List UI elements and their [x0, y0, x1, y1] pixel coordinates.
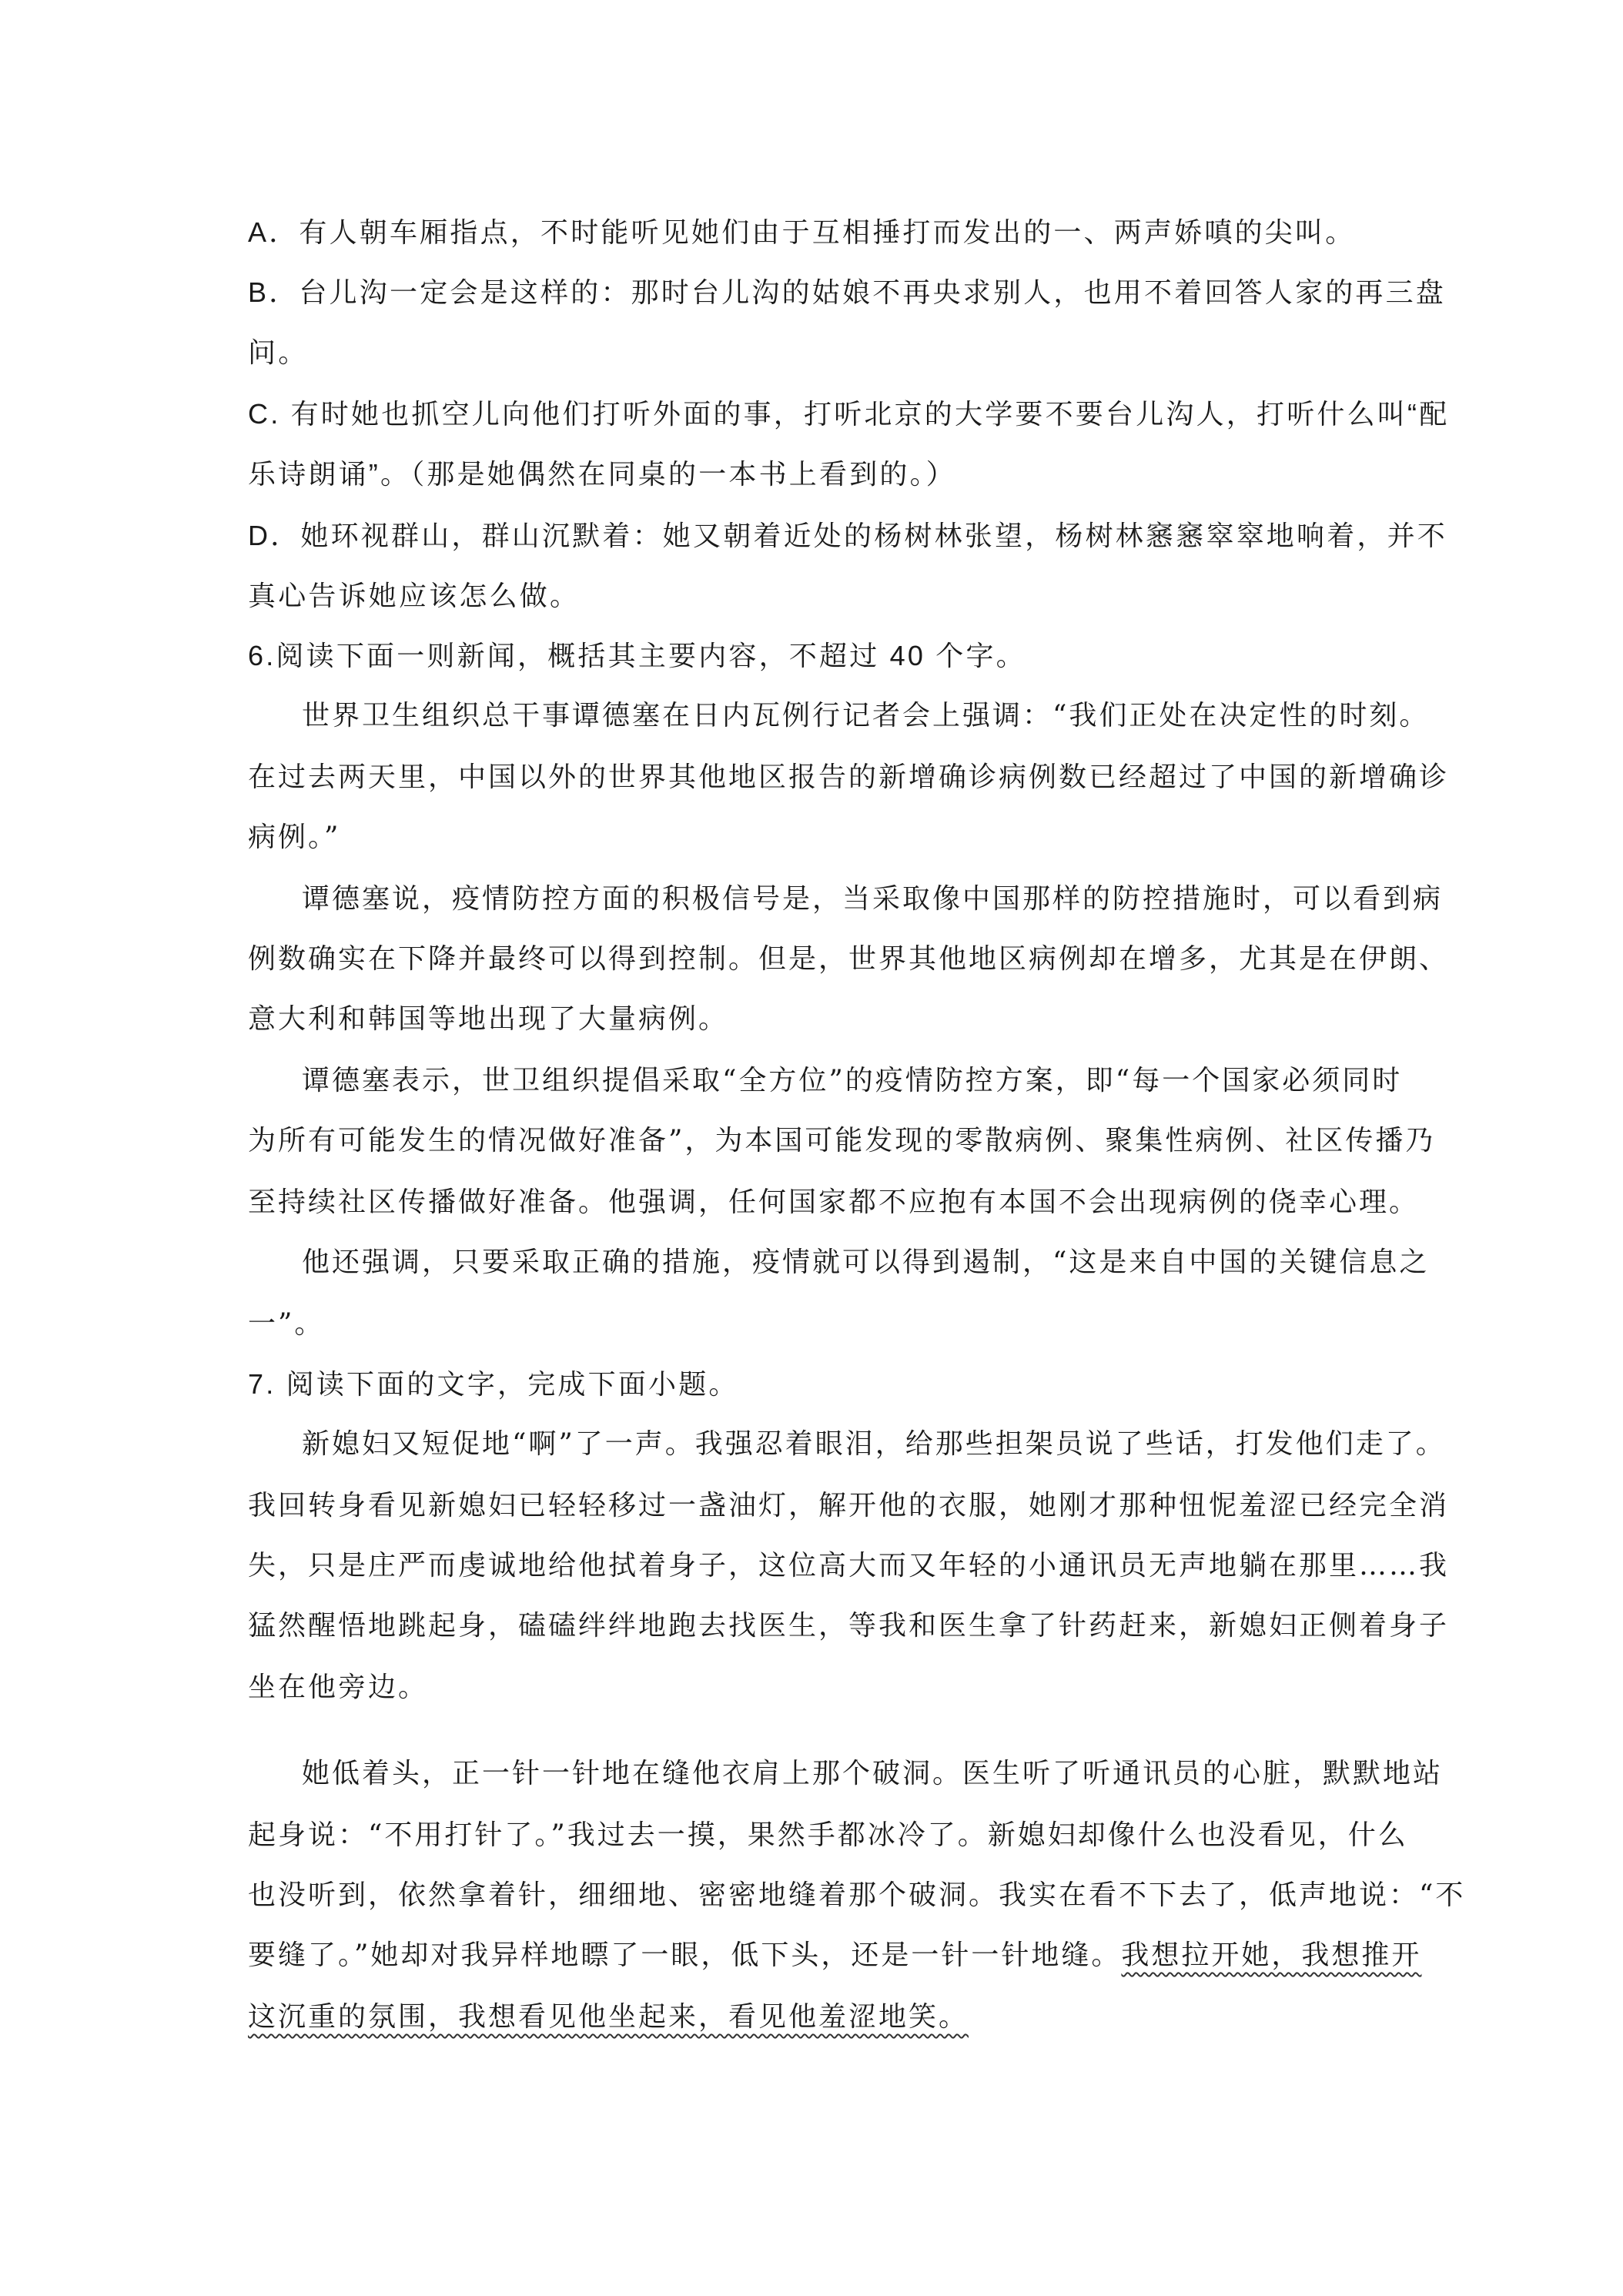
option-b-line-2: 问。: [248, 336, 309, 368]
q7-paragraph-1-line-2: 我回转身看见新媳妇已轻轻移过一盏油灯，解开他的衣服，她刚才那种忸怩羞涩已经完全消: [248, 1490, 1450, 1521]
q7-paragraph-2-line-1: 她低着头，正一针一针地在缝他衣肩上那个破洞。医生听了听通讯员的心脏，默默地站: [302, 1758, 1444, 1789]
q6-paragraph-4-line-1: 他还强调，只要采取正确的措施，疫情就可以得到遏制，“这是来自中国的关键信息之: [302, 1247, 1430, 1278]
q6-paragraph-4-line-2: 一”。: [248, 1308, 325, 1340]
q7-underlined-sentence-part-1: 我想拉开她，我想推开: [1121, 1940, 1422, 1971]
q7-paragraph-2-line-3: 也没听到，依然拿着针，细细地、密密地缝着那个破洞。我实在看不下去了，低声地说：“不: [248, 1879, 1466, 1911]
q6-paragraph-3-line-3: 至持续社区传播做好准备。他强调，任何国家都不应抱有本国不会出现病例的侥幸心理。: [248, 1186, 1420, 1218]
q6-paragraph-2-line-2: 例数确实在下降并最终可以得到控制。但是，世界其他地区病例却在增多，尤其是在伊朗、: [248, 943, 1450, 975]
option-b-line-1: B．台儿沟一定会是这样的：那时台儿沟的姑娘不再央求别人，也用不着回答人家的再三盘: [248, 276, 1447, 308]
q6-paragraph-1-line-2: 在过去两天里，中国以外的世界其他地区报告的新增确诊病例数已经超过了中国的新增确诊: [248, 761, 1450, 793]
option-c-line-1: C. 有时她也抓空儿向他们打听外面的事，打听北京的大学要不要台儿沟人，打听什么叫“配: [248, 398, 1450, 430]
q7-paragraph-2-line-2: 起身说：“不用打针了。”我过去一摸，果然手都冰冷了。新媳妇却像什么也没看见，什么: [248, 1819, 1408, 1851]
q7-paragraph-1-line-5: 坐在他旁边。: [248, 1672, 429, 1703]
q7-underlined-sentence-part-2: 这沉重的氛围，我想看见他坐起来，看见他羞涩地笑。: [248, 2001, 969, 2033]
option-a: A．有人朝车厢指点，不时能听见她们由于互相捶打而发出的一、两声娇嗔的尖叫。: [248, 216, 1356, 248]
question-6-prompt: 6.阅读下面一则新闻，概括其主要内容，不超过 40 个字。: [248, 640, 1026, 671]
q6-paragraph-3-line-2: 为所有可能发生的情况做好准备”，为本国可能发现的零散病例、聚集性病例、社区传播乃: [248, 1125, 1436, 1156]
q7-paragraph-1-line-4: 猛然醒悟地跳起身，磕磕绊绊地跑去找医生，等我和医生拿了针药赶来，新媳妇正侧着身子: [248, 1610, 1450, 1642]
option-c-line-2: 乐诗朗诵”。（那是她偶然在同桌的一本书上看到的。）: [248, 458, 956, 490]
option-d-line-1: D．她环视群山，群山沉默着：她又朝着近处的杨树林张望，杨树林窸窸窣窣地响着，并不: [248, 520, 1447, 551]
q6-paragraph-2-line-1: 谭德塞说，疫情防控方面的积极信号是，当采取像中国那样的防控措施时，可以看到病: [302, 883, 1444, 915]
q6-paragraph-1-line-1: 世界卫生组织总干事谭德塞在日内瓦例行记者会上强调：“我们正处在决定性的时刻。: [302, 700, 1430, 731]
q7-paragraph-1-line-1: 新媳妇又短促地“啊”了一声。我强忍着眼泪，给那些担架员说了些话，打发他们走了。: [302, 1428, 1446, 1460]
q7-paragraph-1-line-3: 失，只是庄严而虔诚地给他拭着身子，这位高大而又年轻的小通讯员无声地躺在那里……我: [248, 1550, 1450, 1581]
q6-paragraph-3-line-1: 谭德塞表示，世卫组织提倡采取“全方位”的疫情防控方案，即“每一个国家必须同时: [302, 1065, 1403, 1096]
q7-paragraph-2-line-4: [248, 1933, 1421, 1979]
question-7-prompt: 7. 阅读下面的文字，完成下面小题。: [248, 1368, 739, 1400]
option-d-line-2: 真心告诉她应该怎么做。: [248, 580, 581, 611]
q7-line-4-plain-text: 要缝了。”她却对我异样地瞟了一眼，低下头，还是一针一针地缝。: [248, 1940, 1122, 1971]
q6-paragraph-1-line-3: 病例。”: [248, 822, 341, 853]
q7-paragraph-2-line-5: [248, 1994, 969, 2040]
q6-paragraph-2-line-3: 意大利和韩国等地出现了大量病例。: [248, 1003, 729, 1035]
